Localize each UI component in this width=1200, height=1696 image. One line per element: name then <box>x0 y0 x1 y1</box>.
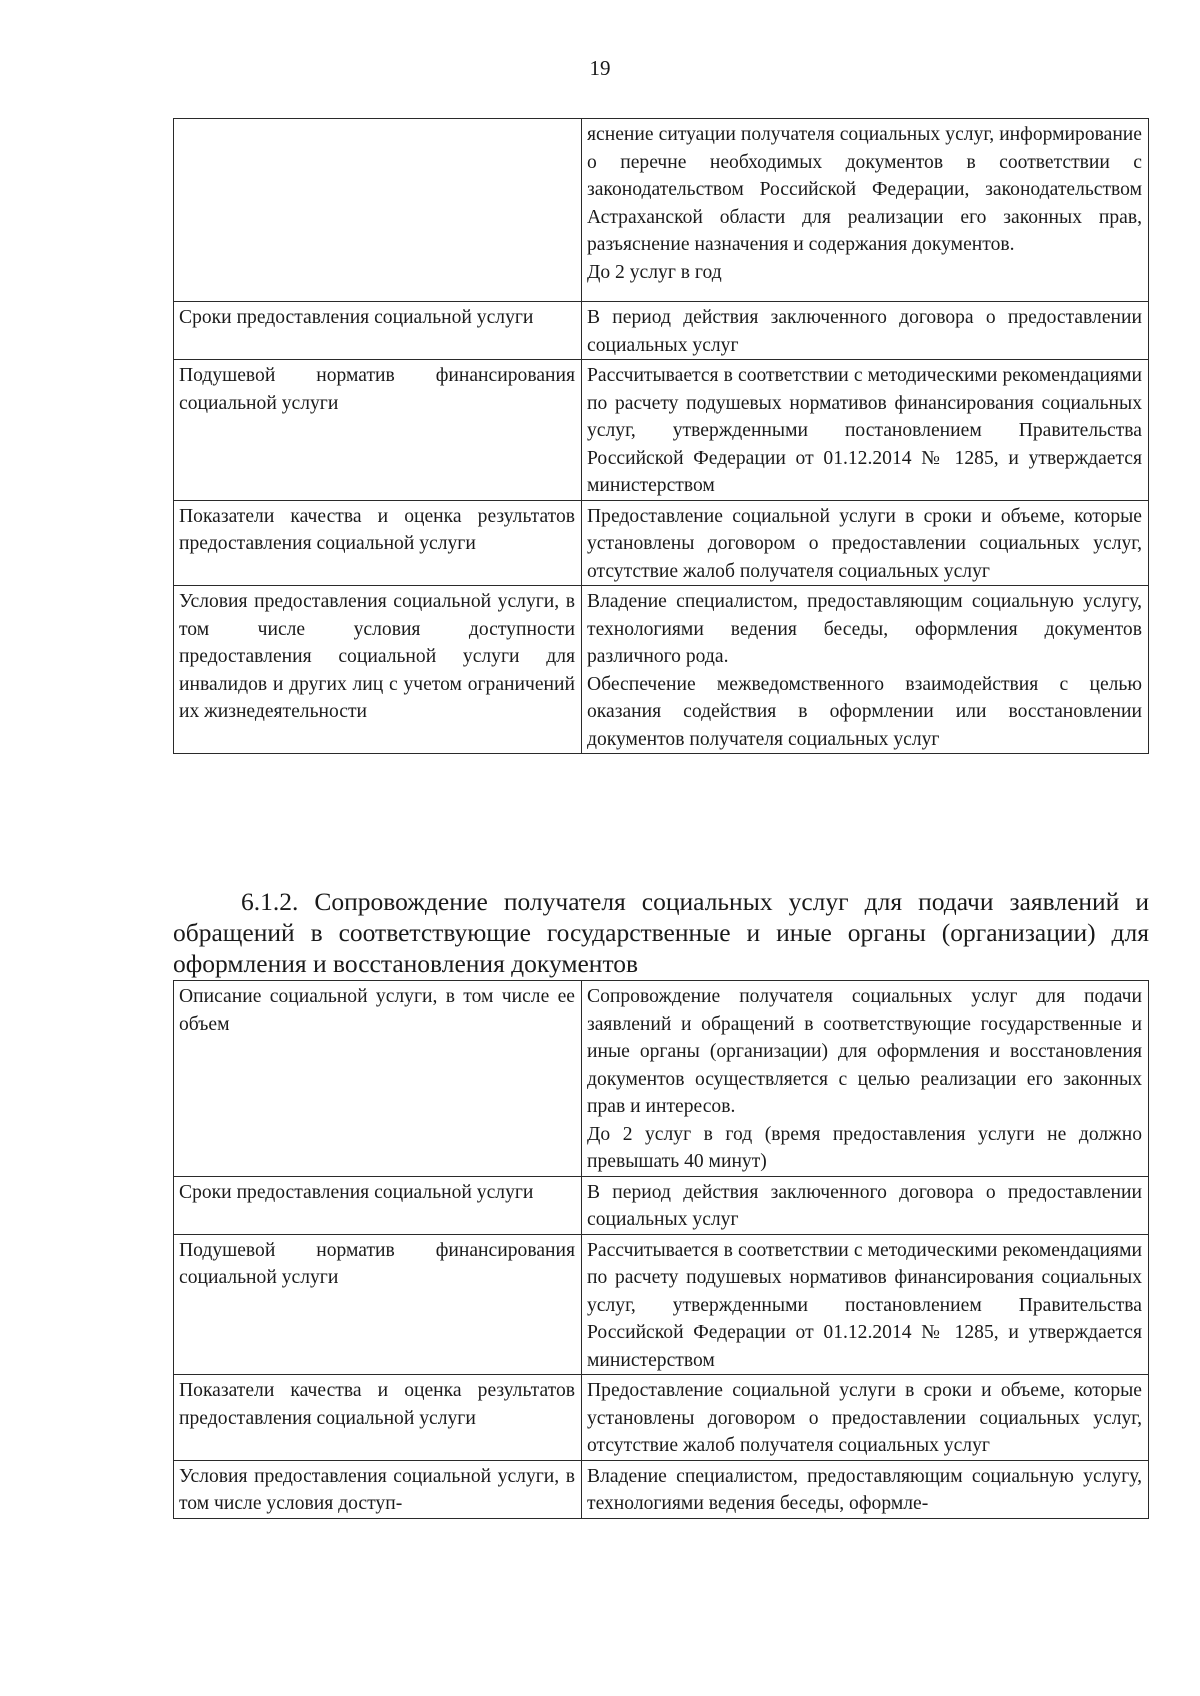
description-paragraph: Обеспечение межведомственного взаимодействия с целью оказания содействия в оформлении или восстановлении документов получателя социальных услуг <box>587 673 1142 750</box>
table-row <box>174 500 1149 586</box>
criterion-cell: Описание социальной услуги, в том числе ее объем <box>174 981 582 1177</box>
description-cell <box>582 119 1149 302</box>
table-row <box>174 1375 1149 1461</box>
description-cell <box>582 360 1149 501</box>
criterion-cell: Показатели качества и оценка результатов предоставления социальной услуги <box>174 500 582 586</box>
page-number: 19 <box>589 56 611 80</box>
description-cell <box>582 302 1149 360</box>
description-cell <box>582 1234 1149 1375</box>
section-heading: 6.1.2. Сопровождение получателя социальных услуг для подачи заявлений и обращений в соответствующие государственные и иные органы (организации) для оформления и восстановления документов <box>173 887 1149 978</box>
criterion-cell: Сроки предоставления социальной услуги <box>174 1176 582 1234</box>
description-cell <box>582 981 1149 1177</box>
criterion-cell: Показатели качества и оценка результатов предоставления социальной услуги <box>174 1375 582 1461</box>
description-paragraph: Предоставление социальной услуги в сроки и объеме, которые установлены договором о предоставлении социальных услуг, отсутствие жалоб получателя социальных услуг <box>587 1380 1142 1456</box>
description-paragraph: Предоставление социальной услуги в сроки и объеме, которые установлены договором о предоставлении социальных услуг, отсутствие жалоб получателя социальных услуг <box>587 505 1142 582</box>
description-cell <box>582 1460 1149 1518</box>
table-row <box>174 981 1149 1177</box>
description-paragraph: Рассчитывается в соответствии с методическими рекомендациями по расчету подушевых нормативов финансирования социальных услуг, утвержденными постановлением Правительства Российской Федерации от 01.12.2014 № 1285, и утверждается министерством <box>587 1239 1142 1371</box>
criterion-cell: Условия предоставления социальной услуги, в том числе условия доступ- <box>174 1460 582 1518</box>
criterion-cell: Условия предоставления социальной услуги, в том числе условия доступности предоставления социальной услуги для инвалидов и других лиц с учетом ограничений их жизнедеятельности <box>174 586 582 754</box>
table-row <box>174 586 1149 754</box>
table-row <box>174 1176 1149 1234</box>
table-row <box>174 302 1149 360</box>
description-paragraph: До 2 услуг в год <box>587 261 722 283</box>
description-paragraph: До 2 услуг в год (время предоставления услуги не должно превышать 40 минут) <box>587 1123 1142 1172</box>
service-table <box>173 980 1149 1519</box>
description-paragraph: В период действия заключенного договора о предоставлении социальных услуг <box>587 1181 1142 1230</box>
criterion-cell <box>174 119 582 302</box>
description-paragraph: В период действия заключенного договора о предоставлении социальных услуг <box>587 307 1142 356</box>
description-cell <box>582 586 1149 754</box>
service-table-continued <box>173 118 1149 754</box>
description-paragraph: Рассчитывается в соответствии с методическими рекомендациями по расчету подушевых нормативов финансирования социальных услуг, утвержденными постановлением Правительства Российской Федерации от 01.12.2014 № 1285, и утверждается министерством <box>587 365 1142 496</box>
description-paragraph: Сопровождение получателя социальных услуг для подачи заявлений и обращений в соответствующие государственные и иные органы (организации) для оформления и восстановления документов осуществляется с целью реализации его законных прав и интересов. <box>587 986 1142 1117</box>
description-cell <box>582 1375 1149 1461</box>
criterion-cell: Подушевой норматив финансирования социальной услуги <box>174 1234 582 1375</box>
description-cell <box>582 1176 1149 1234</box>
table-row <box>174 119 1149 302</box>
table-row <box>174 1234 1149 1375</box>
description-cell <box>582 500 1149 586</box>
criterion-cell: Сроки предоставления социальной услуги <box>174 302 582 360</box>
table-row <box>174 360 1149 501</box>
description-paragraph: Владение специалистом, предоставляющим социальную услугу, технологиями ведения беседы, оформле- <box>587 1465 1142 1514</box>
description-paragraph: яснение ситуации получателя социальных услуг, информирование о перечне необходимых документов в соответствии с законодательством Российской Федерации, законодательством Астраханской области для реализации его законных прав, разъяснение назначения и содержания документов. <box>587 124 1142 255</box>
criterion-cell: Подушевой норматив финансирования социальной услуги <box>174 360 582 501</box>
table-row <box>174 1460 1149 1518</box>
description-paragraph: Владение специалистом, предоставляющим социальную услугу, технологиями ведения беседы, оформления документов различного рода. <box>587 591 1142 667</box>
